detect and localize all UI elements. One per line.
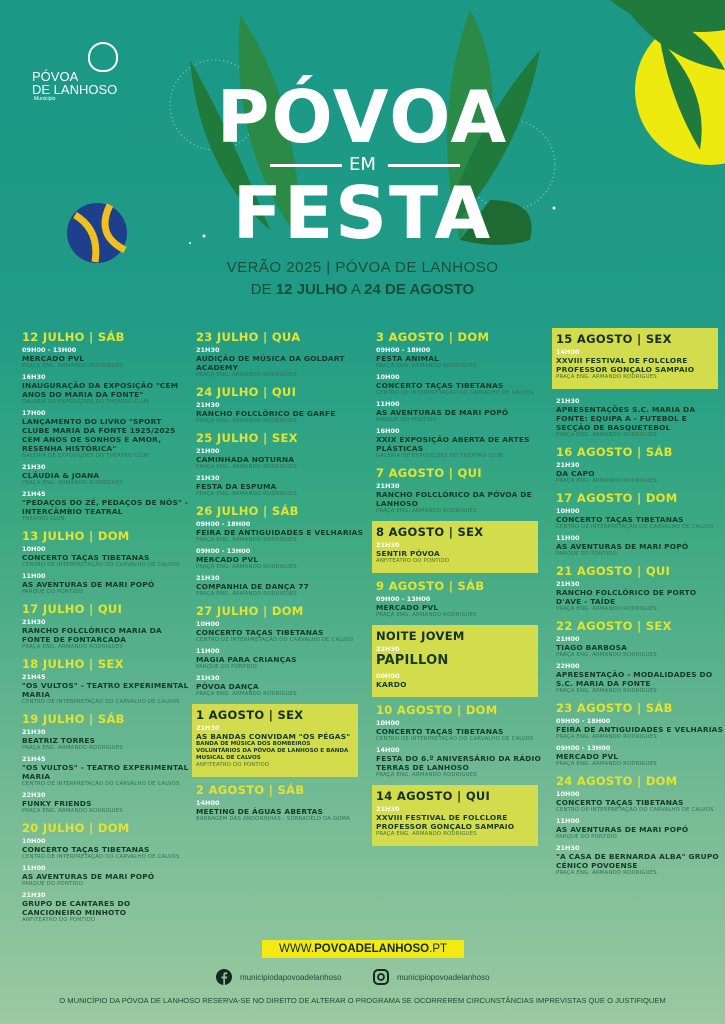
- event-time: 21H30: [22, 618, 46, 626]
- event-venue: THEATRO CLUB: [22, 516, 65, 522]
- event-title: "A CASA DE BERNARDA ALBA" GRUPO CÉNICO POVOENSE: [556, 852, 719, 870]
- event-venue: ANFITEATRO DO PONTIDO: [196, 762, 270, 768]
- event-title: LANÇAMENTO DO LIVRO "SPORT CLUBE MARIA DA FONTE 1925/2025 CEM ANOS DE SONHOS E AMOR, RESENHA HISTÓRICA": [22, 417, 176, 453]
- event-item: [556, 844, 724, 877]
- schedule-column-1: [22, 330, 190, 930]
- day-block: [556, 397, 724, 439]
- day-block: [196, 504, 364, 598]
- event-title: RANCHO FOLCLÓRICO DE PORTO D'AVE - TAÍDE: [556, 588, 697, 606]
- event-title: APRESENTAÇÃO - MODALIDADES DO S.C. MARIA DA FONTE: [556, 670, 713, 688]
- day-heading: NOITE JOVEM: [376, 629, 465, 643]
- title-em: EM: [349, 154, 376, 175]
- event-item: [196, 799, 364, 823]
- event-time: 10H00: [196, 620, 220, 628]
- event-title: XXVIII FESTIVAL DE FOLCLORE PROFESSOR GONÇALO SAMPAIO: [376, 813, 515, 831]
- event-item: [556, 580, 724, 613]
- event-title: RANCHO FOLCLÓRICO DA PÓVOA DE LANHOSO: [376, 490, 532, 508]
- event-item: [376, 746, 544, 779]
- event-time: 21H30: [556, 844, 580, 852]
- day-block: [372, 785, 538, 846]
- event-time: 16H30: [22, 373, 46, 381]
- event-venue: PRAÇA ENG. ARMANDO RODRIGUES: [196, 418, 297, 424]
- event-title: MERCADO PVL: [22, 354, 85, 363]
- day-heading: 23 AGOSTO | SÁB: [556, 701, 673, 715]
- event-title: FESTA DO 6.º ANIVERSÁRIO DA RÁDIO TERRAS DE LANHOSO: [376, 754, 541, 772]
- facebook-icon: [216, 969, 232, 985]
- event-venue: PRAÇA ENG. ARMANDO RODRIGUES: [556, 652, 657, 658]
- facebook-handle: municipiodapovoadelanhoso: [240, 972, 342, 982]
- event-item: [22, 373, 190, 406]
- day-heading: 13 JULHO | DOM: [22, 529, 130, 543]
- event-title: CONCERTO TAÇAS TIBETANAS: [376, 727, 504, 736]
- event-title: "PEDAÇOS DO ZÉ, PEDAÇOS DE NÓS" - INTERCÂMBIO TEATRAL: [22, 498, 189, 516]
- day-heading: 1 AGOSTO | SEX: [196, 708, 304, 722]
- event-item: [556, 744, 724, 768]
- date-mid: A: [347, 281, 365, 298]
- event-item: [376, 645, 534, 669]
- day-block: [556, 701, 724, 768]
- event-time: 21H30: [196, 474, 220, 482]
- event-time: 11H00: [376, 400, 400, 408]
- event-venue: ANFITEATRO DO PONTIDO: [376, 558, 450, 564]
- day-block: [556, 774, 724, 877]
- event-title: GRUPO DE CANTARES DO CANCIONEIRO MINHOTO: [22, 899, 131, 917]
- event-venue: CENTRO DE INTERPRETAÇÃO DO CARVALHO DE CALVOS: [22, 854, 180, 860]
- logo-line2: DE LANHOSO: [32, 82, 118, 97]
- event-title: MERCADO PVL: [376, 603, 439, 612]
- day-heading: 12 JULHO | SÁB: [22, 330, 125, 344]
- event-venue: PARQUE DO PONTIDO: [556, 834, 617, 840]
- event-title: RANCHO FOLCLÓRICO MARIA DA FONTE DE FONTARCADA: [22, 626, 162, 644]
- event-time: 17H00: [22, 409, 46, 417]
- day-block: [22, 529, 190, 596]
- event-item: [376, 373, 544, 397]
- event-venue: PARQUE DO PONTIDO: [196, 664, 257, 670]
- event-title: KARDO: [376, 680, 407, 689]
- event-title: TIAGO BARBOSA: [556, 643, 628, 652]
- event-item: [376, 346, 544, 370]
- event-time: 00H00: [376, 672, 400, 680]
- event-item: [22, 618, 190, 651]
- event-time: 09H00 - 13H00: [22, 346, 77, 354]
- event-title: PAPILLON: [376, 653, 449, 668]
- event-title: MEETING DE ÁGUAS ABERTAS: [196, 807, 324, 816]
- day-block: [196, 783, 364, 823]
- event-title: AS AVENTURAS DE MARI POPÓ: [556, 542, 689, 551]
- event-title: AUDIÇÃO DE MÚSICA DA GOLDART ACADEMY: [196, 354, 345, 372]
- event-venue: PARQUE DO PONTIDO: [22, 589, 83, 595]
- day-block: [376, 330, 544, 460]
- day-heading: 27 JULHO | DOM: [196, 604, 304, 618]
- event-item: [22, 463, 190, 487]
- event-venue: PRAÇA ENG. ARMANDO RODRIGUES: [196, 691, 297, 697]
- event-item: [196, 674, 364, 698]
- day-block: [22, 330, 190, 523]
- event-time: 21H30: [376, 482, 400, 490]
- day-heading: 16 AGOSTO | SÁB: [556, 445, 673, 459]
- event-item: [22, 755, 190, 788]
- day-block: [22, 657, 190, 706]
- event-item: [556, 817, 724, 841]
- day-block: [556, 491, 724, 558]
- event-venue: PRAÇA ENG. ARMANDO RODRIGUES: [556, 374, 657, 380]
- event-time: 22H00: [556, 662, 580, 670]
- day-heading: 14 AGOSTO | QUI: [376, 789, 491, 803]
- event-title: MAGIA PARA CRIANÇAS: [196, 655, 297, 664]
- event-item: [22, 572, 190, 596]
- date-end: 24 DE AGOSTO: [364, 281, 475, 298]
- day-heading: 3 AGOSTO | DOM: [376, 330, 490, 344]
- event-item: [196, 647, 364, 671]
- event-title: CAMINHADA NOTURNA: [196, 455, 295, 464]
- event-title: INAUGURAÇÃO DA EXPOSIÇÃO "CEM ANOS DO MARIA DA FONTE": [22, 381, 179, 399]
- day-heading: 24 JULHO | QUI: [196, 385, 297, 399]
- day-block: [556, 445, 724, 485]
- event-title: XXVIII FESTIVAL DE FOLCLORE PROFESSOR GONÇALO SAMPAIO: [556, 356, 695, 374]
- event-time: 21H30: [196, 401, 220, 409]
- day-block: [372, 521, 538, 573]
- schedule-column-4: [556, 328, 724, 883]
- event-time: 14H00: [556, 348, 580, 356]
- day-heading: 20 JULHO | DOM: [22, 821, 130, 835]
- event-venue: PRAÇA ENG. ARMANDO RODRIGUES: [376, 612, 477, 618]
- event-title: AS AVENTURAS DE MARI POPÓ: [556, 825, 689, 834]
- event-time: 11H00: [22, 864, 46, 872]
- event-venue: PRAÇA ENG. ARMANDO RODRIGUES: [556, 688, 657, 694]
- event-title: FESTA ANIMAL: [376, 354, 440, 363]
- logo-line1: PÓVOA: [32, 69, 79, 84]
- event-venue: CENTRO DE INTERPRETAÇÃO DO CARVALHO DE CALVOS: [22, 781, 180, 787]
- event-time: 21H45: [22, 490, 46, 498]
- event-venue: PRAÇA ENG. ARMANDO RODRIGUES: [556, 606, 657, 612]
- date-start: 12 JULHO: [275, 281, 348, 298]
- event-time: 21H45: [22, 755, 46, 763]
- event-time: 09H00 - 13H00: [196, 547, 251, 555]
- day-block: [372, 625, 538, 697]
- event-title: CONCERTO TAÇAS TIBETANAS: [22, 845, 150, 854]
- event-item: [196, 620, 364, 644]
- event-title: DA CAPO: [556, 469, 595, 478]
- day-block: [196, 604, 364, 698]
- event-venue: PRAÇA ENG. ARMANDO RODRIGUES: [22, 745, 123, 751]
- event-item: [556, 717, 724, 741]
- event-time: 09H00 - 18H00: [556, 717, 611, 725]
- day-block: [376, 703, 544, 779]
- day-block: [22, 602, 190, 651]
- event-item: [196, 547, 364, 571]
- day-heading: 8 AGOSTO | SEX: [376, 525, 484, 539]
- event-venue: CENTRO DE INTERPRETAÇÃO DO CARVALHO DE CALVOS: [556, 807, 714, 813]
- day-heading: 26 JULHO | SÁB: [196, 504, 299, 518]
- date-range: [0, 281, 725, 298]
- event-time: 10H00: [556, 790, 580, 798]
- event-title: CONCERTO TAÇAS TIBETANAS: [376, 381, 504, 390]
- web-prefix: WWW.: [278, 943, 315, 955]
- day-block: [552, 328, 718, 389]
- day-heading: 17 JULHO | QUI: [22, 602, 123, 616]
- event-description: BANDA DE MÚSICA DOS BOMBEIROS VOLUNTÁRIOS DA PÓVOA DE LANHOSO E BANDA MUSICAL DE CALVOS: [196, 741, 349, 761]
- event-item: [22, 545, 190, 569]
- event-title: AS AVENTURAS DE MARI POPÓ: [376, 408, 509, 417]
- event-time: 21H00: [196, 447, 220, 455]
- event-title: MERCADO PVL: [196, 555, 259, 564]
- day-heading: 2 AGOSTO | SÁB: [196, 783, 305, 797]
- event-time: 21H45: [22, 673, 46, 681]
- event-title: CONCERTO TAÇAS TIBETANAS: [196, 628, 324, 637]
- event-title: FEIRA DE ANTIGUIDADES E VELHARIAS: [556, 725, 724, 734]
- event-title: AS AVENTURAS DE MARI POPÓ: [22, 580, 155, 589]
- event-item: [22, 791, 190, 815]
- day-block: [196, 385, 364, 425]
- event-time: 21H30: [376, 541, 400, 549]
- event-venue: ANFITEATRO DO PONTIDO: [22, 917, 96, 923]
- event-time: 21H30: [556, 461, 580, 469]
- event-time: 21H30: [196, 724, 220, 732]
- logo-line3: Município: [34, 96, 56, 102]
- schedule-column-3: [376, 330, 544, 852]
- event-venue: GALERIA DE EXPOSIÇÕES DO THEATRO CLUB: [22, 453, 149, 459]
- event-item: [376, 672, 534, 689]
- divider: [388, 164, 460, 167]
- title-festa: FESTA: [232, 171, 493, 255]
- event-time: 21H00: [556, 635, 580, 643]
- event-title: FEIRA DE ANTIGUIDADES E VELHARIAS: [196, 528, 364, 537]
- day-block: [196, 330, 364, 379]
- event-item: [376, 719, 544, 743]
- event-venue: GALERIA DE EXPOSIÇÕES DO THEATRO CLUB: [376, 453, 503, 459]
- event-venue: PRAÇA ENG. ARMANDO RODRIGUES: [376, 508, 477, 514]
- event-time: 21H30: [22, 728, 46, 736]
- event-item: [196, 724, 354, 769]
- event-venue: PRAÇA ENG. ARMANDO RODRIGUES: [196, 372, 297, 378]
- event-item: [22, 346, 190, 370]
- event-venue: GALERIA DE EXPOSIÇÕES DO THEATRO CLUB: [22, 399, 149, 405]
- day-heading: 21 AGOSTO | QUI: [556, 564, 671, 578]
- event-item: [376, 805, 534, 838]
- event-time: 21H30: [376, 805, 400, 813]
- day-heading: 18 JULHO | SEX: [22, 657, 124, 671]
- event-time: 21H30: [196, 346, 220, 354]
- event-title: XXIX EXPOSIÇÃO ABERTA DE ARTES PLÁSTICAS: [376, 435, 530, 453]
- web-domain: POVOADELANHOSO: [314, 943, 430, 955]
- event-title: APRESENTAÇÕES S.C. MARIA DA FONTE: EQUIPA A - FUTEBOL E SECÇÃO DE BASQUETEBOL: [556, 405, 696, 432]
- event-item: [22, 728, 190, 752]
- event-time: 10H00: [376, 373, 400, 381]
- instagram-icon: [373, 969, 389, 985]
- schedule-column-2: [196, 330, 364, 829]
- event-venue: PARQUE DO PONTIDO: [22, 881, 83, 887]
- event-item: [556, 635, 724, 659]
- coat-of-arms-icon: [88, 42, 118, 72]
- event-title: PÓVOA DANÇA: [196, 682, 259, 691]
- day-block: [376, 466, 544, 515]
- event-title: CLÁUDIA & JOANA: [22, 471, 100, 480]
- event-title: SENTIR PÓVOA: [376, 549, 440, 558]
- event-time: 10H00: [22, 545, 46, 553]
- facebook-link[interactable]: [216, 969, 341, 985]
- date-prefix: DE: [250, 281, 276, 298]
- disclaimer: O MUNICÍPIO DA PÓVOA DE LANHOSO RESERVA-SE NO DIREITO DE ALTERAR O PROGRAMA SE OCORREREM CIRCUNSTÂNCIAS IMPREVISTAS QUE O JUSTIFIQUEM: [59, 996, 666, 1005]
- day-heading: 23 JULHO | QUA: [196, 330, 301, 344]
- event-time: 11H00: [556, 534, 580, 542]
- event-item: [376, 541, 534, 565]
- event-venue: PRAÇA ENG. ARMANDO RODRIGUES: [376, 772, 477, 778]
- event-title: "OS VULTOS" - TEATRO EXPERIMENTAL MARIA: [22, 763, 189, 781]
- event-item: [196, 574, 364, 598]
- day-block: [376, 579, 544, 619]
- event-venue: CENTRO DE INTERPRETAÇÃO DO CARVALHO DE CALVOS: [22, 699, 180, 705]
- event-venue: CENTRO DE INTERPRETAÇÃO DO CARVALHO DE CALVOS: [376, 736, 534, 742]
- day-block: [22, 821, 190, 924]
- event-venue: PRAÇA ENG. ARMANDO RODRIGUES: [556, 478, 657, 484]
- web-suffix: .PT: [429, 943, 448, 955]
- day-heading: 17 AGOSTO | DOM: [556, 491, 678, 505]
- event-item: [22, 891, 190, 924]
- event-venue: PRAÇA ENG. ARMANDO RODRIGUES: [196, 464, 297, 470]
- event-venue: PRAÇA ENG. ARMANDO RODRIGUES: [196, 491, 297, 497]
- event-item: [196, 401, 364, 425]
- event-time: 11H00: [556, 817, 580, 825]
- instagram-handle: municipiopovoadelanhoso: [397, 972, 490, 982]
- event-time: 09H00 - 13H00: [556, 744, 611, 752]
- event-time: 14H00: [376, 746, 400, 754]
- event-venue: PRAÇA ENG. ARMANDO RODRIGUES: [196, 537, 297, 543]
- subtitle: VERÃO 2025 | PÓVOA DE LANHOSO: [226, 259, 499, 276]
- event-venue: PRAÇA ENG. ARMANDO RODRIGUES: [556, 734, 657, 740]
- day-block: [192, 704, 358, 777]
- event-venue: CENTRO DE INTERPRETAÇÃO DO CARVALHO DE CALVOS: [556, 524, 714, 530]
- event-venue: PRAÇA ENG. ARMANDO RODRIGUES: [196, 564, 297, 570]
- event-item: [22, 490, 190, 523]
- event-venue: PARQUE DO PONTIDO: [376, 417, 437, 423]
- event-item: [556, 662, 724, 695]
- event-title: AS AVENTURAS DE MARI POPÓ: [22, 872, 155, 881]
- event-item: [22, 837, 190, 861]
- event-title: "OS VULTOS" - TEATRO EXPERIMENTAL MARIA: [22, 681, 189, 699]
- event-time: 21H30: [556, 580, 580, 588]
- event-time: 21H30: [196, 574, 220, 582]
- event-venue: CENTRO DE INTERPRETAÇÃO DO CARVALHO DE CALVOS: [376, 390, 534, 396]
- event-time: 09H00 - 18H00: [196, 520, 251, 528]
- event-title: FESTA DA ESPUMA: [196, 482, 277, 491]
- event-item: [556, 790, 724, 814]
- event-item: [196, 447, 364, 471]
- event-time: 10H00: [376, 719, 400, 727]
- event-time: 11H00: [22, 572, 46, 580]
- event-venue: PRAÇA ENG. ARMANDO RODRIGUES: [556, 761, 657, 767]
- event-time: 21H30: [22, 463, 46, 471]
- title-povoa: PÓVOA: [216, 75, 509, 159]
- event-title: COMPANHIA DE DANÇA 77: [196, 582, 309, 591]
- event-venue: PRAÇA ENG. ARMANDO RODRIGUES: [556, 870, 657, 876]
- instagram-link[interactable]: [373, 969, 490, 985]
- day-heading: 15 AGOSTO | SEX: [556, 332, 672, 346]
- event-venue: PRAÇA ENG. ARMANDO RODRIGUES: [196, 591, 297, 597]
- event-title: MERCADO PVL: [556, 752, 619, 761]
- event-time: 21H30: [196, 674, 220, 682]
- event-time: 09H00 - 18H00: [376, 346, 431, 354]
- event-item: [196, 520, 364, 544]
- event-title: CONCERTO TAÇAS TIBETANAS: [556, 515, 684, 524]
- event-title: CONCERTO TAÇAS TIBETANAS: [556, 798, 684, 807]
- event-time: 21H30: [22, 891, 46, 899]
- day-heading: 19 JULHO | SÁB: [22, 712, 125, 726]
- day-heading: 7 AGOSTO | QUI: [376, 466, 482, 480]
- event-venue: PRAÇA ENG. ARMANDO RODRIGUES: [376, 831, 477, 837]
- event-time: 09H00 - 13H00: [376, 595, 431, 603]
- event-title: AS BANDAS CONVIDAM "OS PÉGAS": [196, 732, 351, 741]
- event-venue: PRAÇA ENG. ARMANDO RODRIGUES: [556, 432, 657, 438]
- event-item: [196, 474, 364, 498]
- event-item: [556, 461, 724, 485]
- event-item: [376, 482, 544, 515]
- event-time: 22H30: [22, 791, 46, 799]
- event-time: 22H30: [376, 645, 400, 653]
- event-venue: PRAÇA ENG. ARMANDO RODRIGUES: [22, 480, 123, 486]
- event-item: [22, 409, 190, 460]
- event-time: 16H00: [376, 427, 400, 435]
- day-block: [22, 712, 190, 815]
- event-venue: CENTRO DE INTERPRETAÇÃO DO CARVALHO DE CALVOS: [196, 637, 354, 643]
- event-title: CONCERTO TAÇAS TIBETANAS: [22, 553, 150, 562]
- event-title: BEATRIZ TORRES: [22, 736, 96, 745]
- day-block: [556, 564, 724, 613]
- event-item: [556, 397, 724, 439]
- website-link[interactable]: [262, 940, 464, 958]
- event-time: 10H00: [22, 837, 46, 845]
- event-title: FUNKY FRIENDS: [22, 799, 92, 808]
- event-venue: PRAÇA ENG. ARMANDO RODRIGUES: [376, 363, 477, 369]
- day-heading: 9 AGOSTO | SÁB: [376, 579, 485, 593]
- day-block: [196, 431, 364, 498]
- event-item: [376, 427, 544, 460]
- event-venue: PRAÇA ENG. ARMANDO RODRIGUES: [22, 644, 123, 650]
- event-time: 21H30: [556, 397, 580, 405]
- event-item: [22, 673, 190, 706]
- event-venue: CENTRO DE INTERPRETAÇÃO DO CARVALHO DE CALVOS: [22, 562, 180, 568]
- event-item: [22, 864, 190, 888]
- event-venue: PRAÇA ENG. ARMANDO RODRIGUES: [22, 363, 123, 369]
- day-block: [556, 619, 724, 695]
- event-item: [376, 400, 544, 424]
- event-item: [196, 346, 364, 379]
- event-venue: PRAÇA ENG. ARMANDO RODRIGUES: [22, 808, 123, 814]
- event-time: 10H00: [556, 507, 580, 515]
- day-heading: 10 AGOSTO | DOM: [376, 703, 498, 717]
- event-item: [556, 507, 724, 531]
- day-heading: 24 AGOSTO | DOM: [556, 774, 678, 788]
- event-item: [556, 534, 724, 558]
- event-time: 11H00: [196, 647, 220, 655]
- event-venue: PARQUE DO PONTIDO: [556, 551, 617, 557]
- event-item: [556, 348, 714, 381]
- event-item: [376, 595, 544, 619]
- event-title: RANCHO FOLCLÓRICO DE GARFE: [196, 409, 336, 418]
- event-time: 14H00: [196, 799, 220, 807]
- event-venue: BARRAGEM DAS ANDORINHAS - SOBRADELO DA GOMA: [196, 816, 351, 822]
- day-heading: 22 AGOSTO | SEX: [556, 619, 672, 633]
- day-heading: 25 JULHO | SEX: [196, 431, 298, 445]
